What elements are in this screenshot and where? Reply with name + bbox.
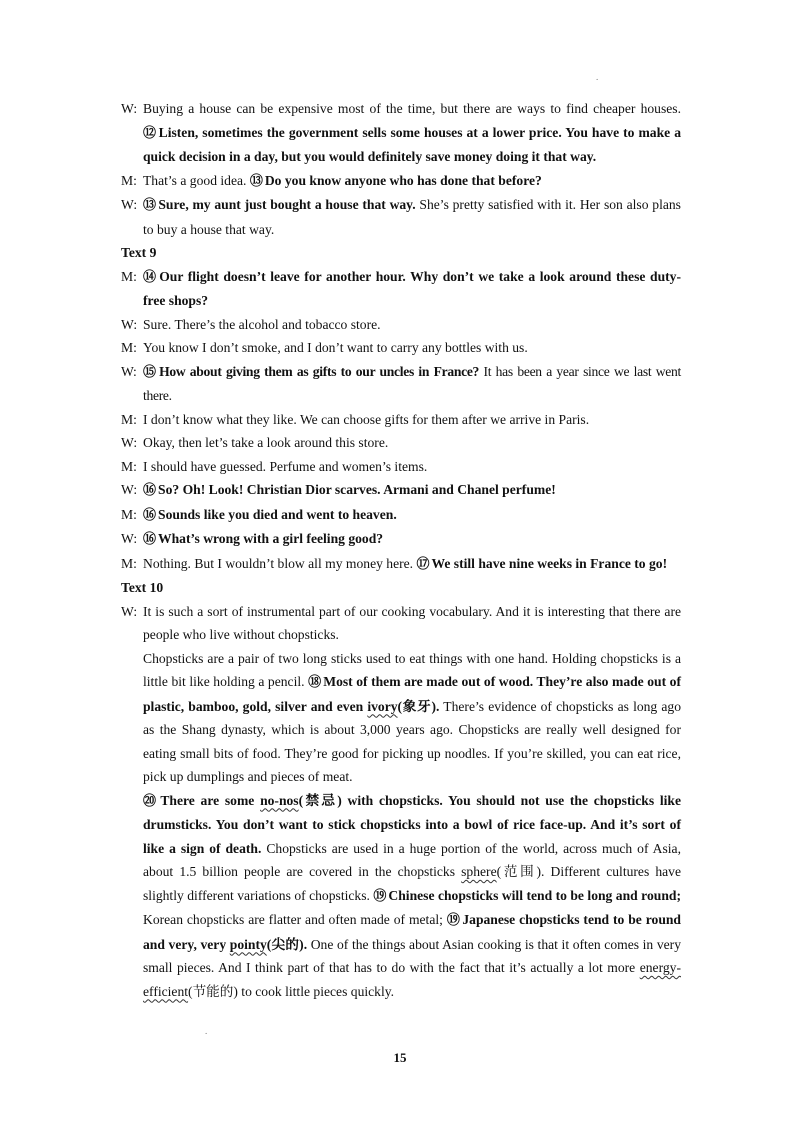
question-number: ⑲ [446, 913, 461, 928]
key-sentence: Sounds like you died and went to heaven. [158, 506, 397, 522]
vocab-word: energy-efficient [143, 960, 681, 999]
dialogue-line [121, 265, 681, 313]
speaker-label: W: [121, 603, 138, 619]
vocab-word: pointy [229, 936, 267, 952]
speaker-label: W: [121, 435, 138, 450]
speaker-label: W: [121, 197, 138, 212]
key-sentence: How about giving them as gifts to our uncles in France? [159, 363, 480, 379]
speaker-label: W: [121, 531, 138, 546]
key-sentence: Most of them are made out of wood. They’re also made out of plastic, bamboo, gold, silver and even [143, 674, 681, 714]
dialogue-line: W: ⑮ How about giving them as gifts to our uncles in France? It has been a year since we last went there. [121, 360, 681, 408]
question-number: ⑰ [416, 556, 430, 572]
dialogue-line: W: Okay, then let’s take a look around this store. [121, 431, 681, 455]
key-sentence: Our flight doesn’t leave for another hour. Why don’t we take a look around these duty-free shops? [143, 268, 681, 308]
key-sentence: What’s wrong with a girl feeling good? [158, 531, 384, 546]
question-number: ⑯ [143, 532, 157, 547]
key-sentence: Listen, sometimes the government sells some houses at a lower price. You have to make a quick decision in a day, but you would definitely save money doing it that way. [143, 124, 681, 164]
speaker-label: M: [121, 411, 137, 427]
question-number: ⑲ [373, 888, 387, 904]
dialogue-line: M: I should have guessed. Perfume and women’s items. [121, 455, 681, 479]
dialogue-line [121, 478, 681, 503]
key-sentence: There are some [160, 792, 255, 808]
dialogue-line: W: Sure. There’s the alcohol and tobacco store. [121, 313, 681, 337]
speaker-label: M: [121, 458, 137, 474]
key-sentence: We still have nine weeks in France to go! [431, 555, 668, 571]
vocab-word: ivory [367, 698, 398, 714]
key-sentence: Japanese chopsticks tend to be round and very, very [143, 912, 681, 952]
dialogue-line [121, 503, 681, 528]
paragraph: Chopsticks are a pair of two long sticks used to eat things with one hand. Holding chopsticks is a little bit like holding a pencil. ⑱ Most of them are made out of wood. They’re also made out of plastic, bamboo, gold, silver and even ivory(象牙). There’s evidence of chopsticks as long ago as the Shang dynasty, which is about 3,000 years ago. Chopsticks are really well designed for eating small bits of food. They’re good for picking up noodles. If you’re skilled, you can eat rice, pick up dumplings and pieces of meat. [143, 650, 681, 784]
vocab-word: sphere [461, 864, 497, 879]
speaker-label: W: [121, 482, 138, 497]
speaker-label: M: [121, 172, 137, 188]
speaker-label: M: [121, 268, 137, 284]
speaker-label: W: [121, 363, 137, 379]
dialogue-line: M: I don’t know what they like. We can choose gifts for them after we arrive in Paris. [121, 408, 681, 432]
top-dot-mark: . [596, 72, 599, 82]
question-number: ⑫ [143, 125, 157, 141]
vocab-gloss: (节能的) [188, 983, 238, 999]
key-sentence: with chopsticks. You should not use the chopsticks like drumsticks. You don’t want to stick chopsticks into a bowl of rice face-up. And it’s sort of like a sign of death. [143, 792, 681, 856]
question-number: ⑯ [143, 507, 157, 523]
speaker-label: M: [121, 506, 137, 522]
question-number: ⑬ [249, 173, 263, 189]
dialogue-line: M: You know I don’t smoke, and I don’t want to carry any bottles with us. [121, 336, 681, 360]
vocab-gloss: (象牙). [397, 698, 440, 714]
section-heading: Text 10 [121, 580, 164, 595]
key-sentence: Do you know anyone who has done that before? [264, 172, 542, 188]
speaker-label: W: [121, 316, 138, 332]
question-number: ⑯ [143, 483, 157, 498]
question-number: ⑳ [143, 793, 159, 809]
question-number: ⑭ [143, 269, 158, 285]
vocab-word: no-nos [260, 792, 299, 808]
page-number: 15 [393, 1050, 407, 1065]
question-number: ⑬ [143, 198, 157, 213]
dialogue-line: W: ⑬ Sure, my aunt just bought a house that way. She’s pretty satisfied with it. Her son also plans to buy a house that way. [121, 193, 681, 241]
bottom-dot-mark: . [205, 1026, 208, 1036]
vocab-gloss: (范围). [496, 864, 545, 879]
paragraph: ⑳ There are some no-nos(禁忌) with chopsticks. You should not use the chopsticks like drumsticks. You don’t want to stick chopsticks into a bowl of rice face-up. And it’s sort of like a sign of death. Chopsticks are used in a huge portion of the world, across much of Asia, about 1.5 billion people are covered in the chopsticks sphere(范围). Different cultures have slightly different variations of chopsticks. ⑲ Chinese chopsticks will tend to be long and round; Korean chopsticks are flatter and often made of metal; ⑲ Japanese chopsticks tend to be round and very, very pointy(尖的). One of the things about Asian cooking is that it often comes in very small pieces. And I think part of that has to do with the fact that it’s actually a lot more energy-efficient(节能的) to cook little pieces quickly. [143, 792, 682, 999]
transcript-content [121, 97, 681, 1003]
dialogue-line: W: Buying a house can be expensive most of the time, but there are ways to find cheaper houses. ⑫ Listen, sometimes the government sells some houses at a lower price. You have to make a quick decision in a day, but you would definitely save money doing it that way. [121, 97, 681, 169]
dialogue-line: M: Nothing. But I wouldn’t blow all my money here. ⑰ We still have nine weeks in France to go! [121, 552, 681, 577]
vocab-gloss: (尖的). [266, 936, 308, 952]
key-sentence: So? Oh! Look! Christian Dior scarves. Armani and Chanel perfume! [158, 482, 556, 497]
vocab-gloss: (禁忌) [298, 792, 342, 808]
dialogue-line: W: It is such a sort of instrumental part of our cooking vocabulary. And it is interesting that there are people who live without chopsticks. [121, 600, 681, 647]
key-sentence: Sure, my aunt just bought a house that way. [158, 197, 416, 212]
section-heading: Text 9 [121, 245, 157, 260]
dialogue-line: M: That’s a good idea. ⑬ Do you know anyone who has done that before? [121, 169, 681, 194]
question-number: ⑮ [143, 364, 158, 380]
speaker-label: M: [121, 555, 137, 571]
key-sentence: Chinese chopsticks will tend to be long and round; [388, 887, 681, 903]
question-number: ⑱ [308, 675, 322, 690]
dialogue-line [121, 527, 681, 552]
speaker-label: W: [121, 101, 138, 116]
speaker-label: M: [121, 340, 137, 355]
